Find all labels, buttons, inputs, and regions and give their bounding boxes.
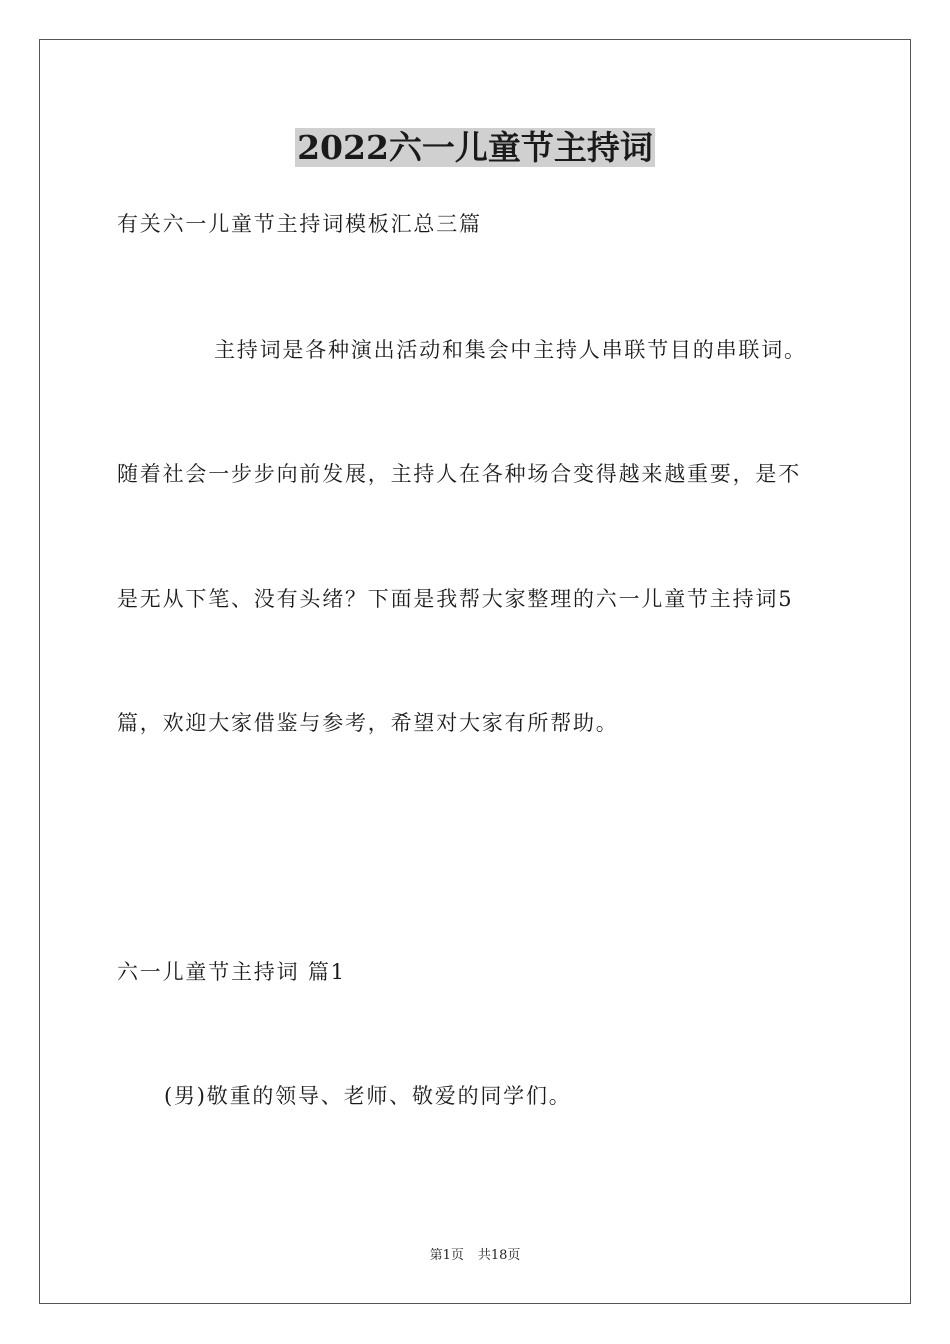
document-title: [0, 126, 950, 170]
footer-total-pages: 共18页: [477, 1248, 521, 1263]
page-footer: [0, 1247, 950, 1265]
document-title-text: 2022六一儿童节主持词: [297, 128, 653, 167]
intro-line-3: 是无从下笔、没有头绪？下面是我帮大家整理的六一儿童节主持词5: [117, 587, 794, 611]
intro-line-1: 主持词是各种演出活动和集会中主持人串联节目的串联词。: [214, 338, 807, 362]
intro-line-4: 篇，欢迎大家借鉴与参考，希望对大家有所帮助。: [117, 711, 619, 735]
footer-page-number: 第1页: [429, 1248, 464, 1263]
intro-line-2: 随着社会一步步向前发展，主持人在各种场合变得越来越重要，是不: [117, 462, 801, 486]
section-heading: 六一儿童节主持词 篇1: [117, 960, 346, 984]
document-subtitle: 有关六一儿童节主持词模板汇总三篇: [117, 212, 482, 236]
section-first-line: (男)敬重的领导、老师、敬爱的同学们。: [164, 1084, 572, 1108]
